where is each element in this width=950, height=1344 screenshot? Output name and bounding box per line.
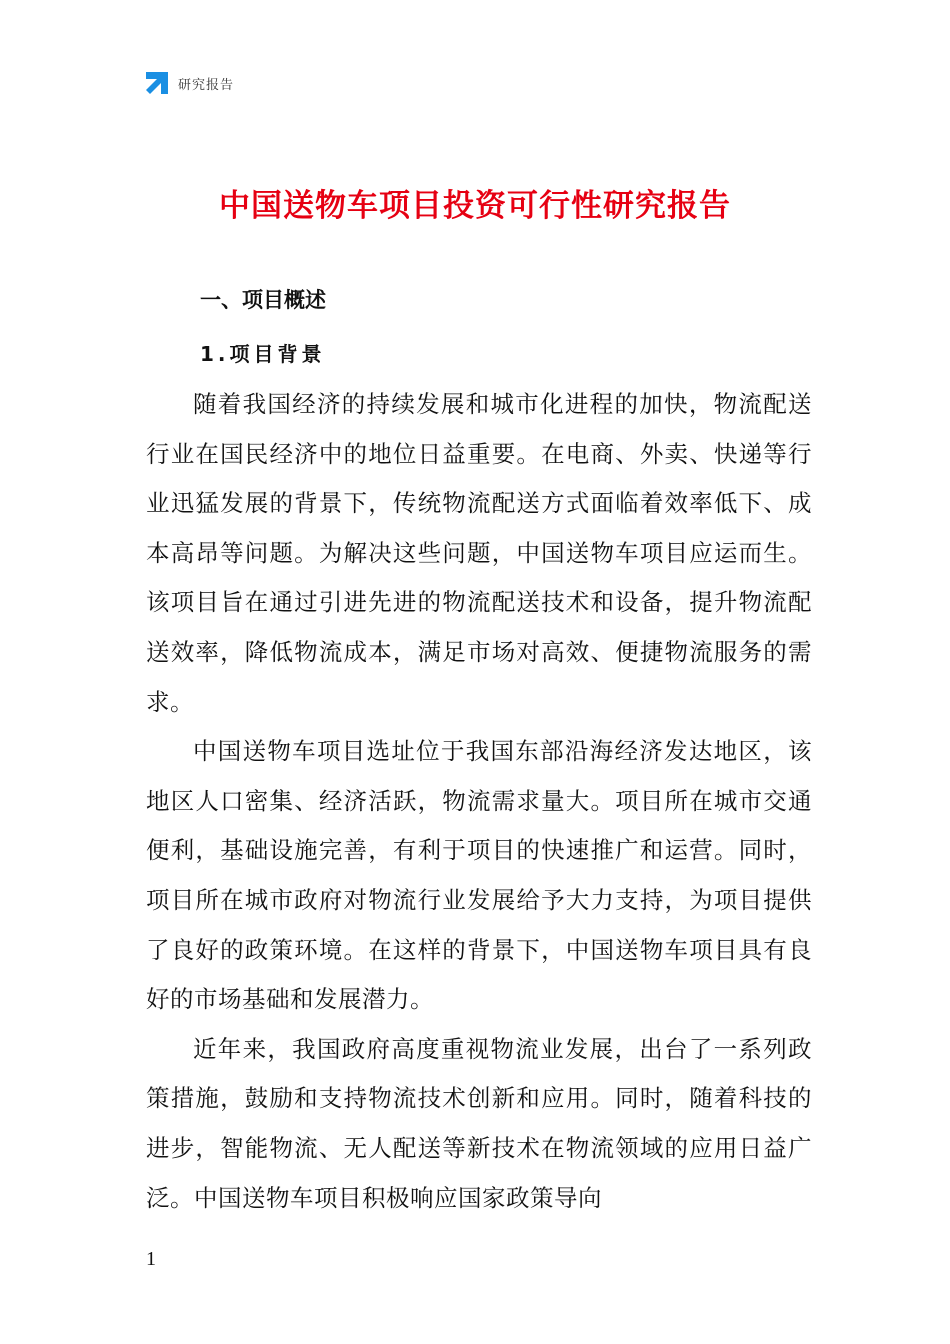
sub-heading: 1.项目背景 — [200, 342, 326, 366]
document-title: 中国送物车项目投资可行性研究报告 — [219, 188, 731, 224]
paragraph-1: 随着我国经济的持续发展和城市化进程的加快，物流配送行业在国民经济中的地位日益重要。在电商、外卖、快递等行业迅猛发展的背景下，传统物流配送方式面临着效率低下、成本高昂等问题。为解决这些问题，中国送物车项目应运而生。该项目旨在通过引进先进的物流配送技术和设备，提升物流配送效率，降低物流成本，满足市场对高效、便捷物流服务的需求。 — [146, 390, 812, 716]
page-number: 1 — [146, 1248, 156, 1270]
body-text — [146, 380, 812, 1223]
paragraph-3: 近年来，我国政府高度重视物流业发展，出台了一系列政策措施，鼓励和支持物流技术创新和应用。同时，随着科技的进步，智能物流、无人配送等新技术在物流领域的应用日益广泛。中国送物车项目积极响应国家政策导向 — [146, 1034, 812, 1212]
arrow-up-right-icon — [144, 70, 170, 96]
section-heading: 一、项目概述 — [200, 288, 326, 312]
page-header — [144, 70, 234, 96]
paragraph-2: 中国送物车项目选址位于我国东部沿海经济发达地区，该地区人口密集、经济活跃，物流需求量大。项目所在城市交通便利，基础设施完善，有利于项目的快速推广和运营。同时，项目所在城市政府对物流行业发展给予大力支持，为项目提供了良好的政策环境。在这样的背景下，中国送物车项目具有良好的市场基础和发展潜力。 — [146, 737, 812, 1014]
header-label: 研究报告 — [178, 77, 235, 93]
